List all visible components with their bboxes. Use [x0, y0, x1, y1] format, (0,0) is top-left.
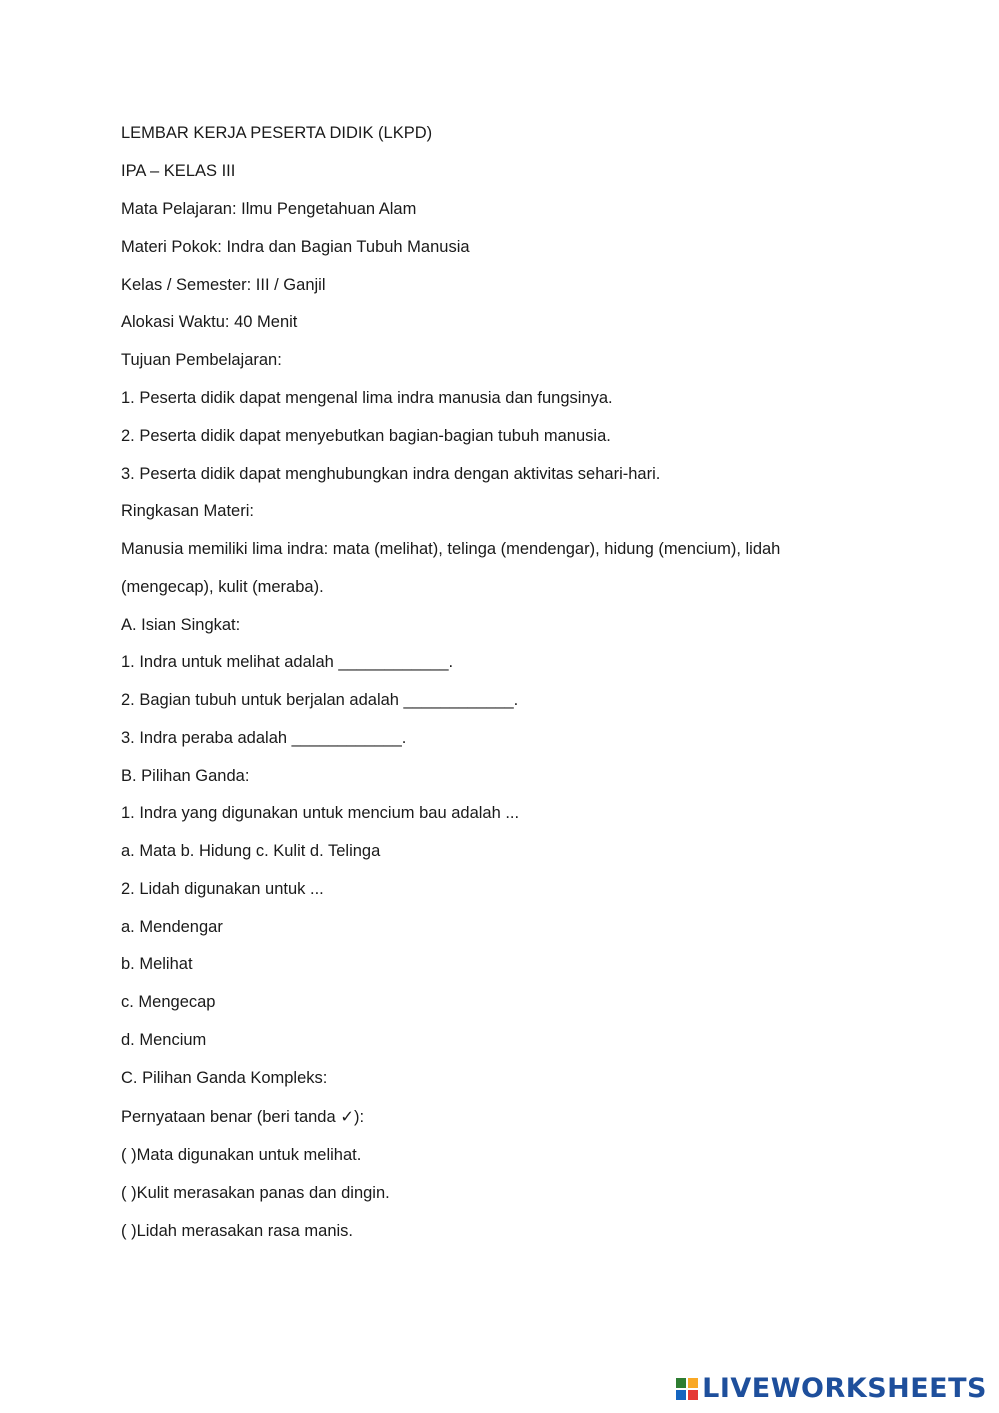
brand-name: LIVEWORKSHEETS	[702, 1373, 987, 1404]
doc-time-allocation: Alokasi Waktu: 40 Menit	[121, 313, 298, 331]
doc-subject: Mata Pelajaran: Ilmu Pengetahuan Alam	[121, 200, 417, 218]
section-short-answer: A. Isian Singkat:	[121, 616, 241, 634]
section-multiple-choice: B. Pilihan Ganda:	[121, 767, 250, 785]
mc-question: 1. Indra yang digunakan untuk mencium bau adalah ...	[121, 804, 520, 822]
complex-choice-instruction: Pernyataan benar (beri tanda ✓):	[121, 1108, 365, 1126]
mc-option: d. Mencium	[121, 1031, 207, 1049]
short-answer-question: 3. Indra peraba adalah ____________.	[121, 729, 407, 747]
liveworksheets-logo-icon	[676, 1378, 698, 1400]
goal-item: 3. Peserta didik dapat menghubungkan indra dengan aktivitas sehari-hari.	[121, 465, 661, 483]
complex-choice-statement: ( )Kulit merasakan panas dan dingin.	[121, 1184, 390, 1202]
section-complex-choice: C. Pilihan Ganda Kompleks:	[121, 1069, 328, 1087]
doc-subject-class: IPA – KELAS III	[121, 162, 236, 180]
section-learning-goals: Tujuan Pembelajaran:	[121, 351, 282, 369]
liveworksheets-brand[interactable]	[676, 1374, 987, 1404]
doc-title: LEMBAR KERJA PESERTA DIDIK (LKPD)	[121, 124, 433, 142]
mc-question: 2. Lidah digunakan untuk ...	[121, 880, 324, 898]
mc-options: a. Mata b. Hidung c. Kulit d. Telinga	[121, 842, 381, 860]
summary-text: (mengecap), kulit (meraba).	[121, 578, 324, 596]
goal-item: 1. Peserta didik dapat mengenal lima indra manusia dan fungsinya.	[121, 389, 613, 407]
short-answer-question: 1. Indra untuk melihat adalah ____________.	[121, 653, 454, 671]
doc-class-semester: Kelas / Semester: III / Ganjil	[121, 276, 326, 294]
short-answer-question: 2. Bagian tubuh untuk berjalan adalah ____________.	[121, 691, 519, 709]
section-summary: Ringkasan Materi:	[121, 502, 254, 520]
goal-item: 2. Peserta didik dapat menyebutkan bagian-bagian tubuh manusia.	[121, 427, 611, 445]
complex-choice-statement: ( )Mata digunakan untuk melihat.	[121, 1146, 362, 1164]
mc-option: b. Melihat	[121, 955, 193, 973]
doc-topic: Materi Pokok: Indra dan Bagian Tubuh Manusia	[121, 238, 470, 256]
complex-choice-statement: ( )Lidah merasakan rasa manis.	[121, 1222, 354, 1240]
mc-option: c. Mengecap	[121, 993, 216, 1011]
summary-text: Manusia memiliki lima indra: mata (melihat), telinga (mendengar), hidung (mencium), lidah	[121, 540, 781, 558]
mc-option: a. Mendengar	[121, 918, 223, 936]
